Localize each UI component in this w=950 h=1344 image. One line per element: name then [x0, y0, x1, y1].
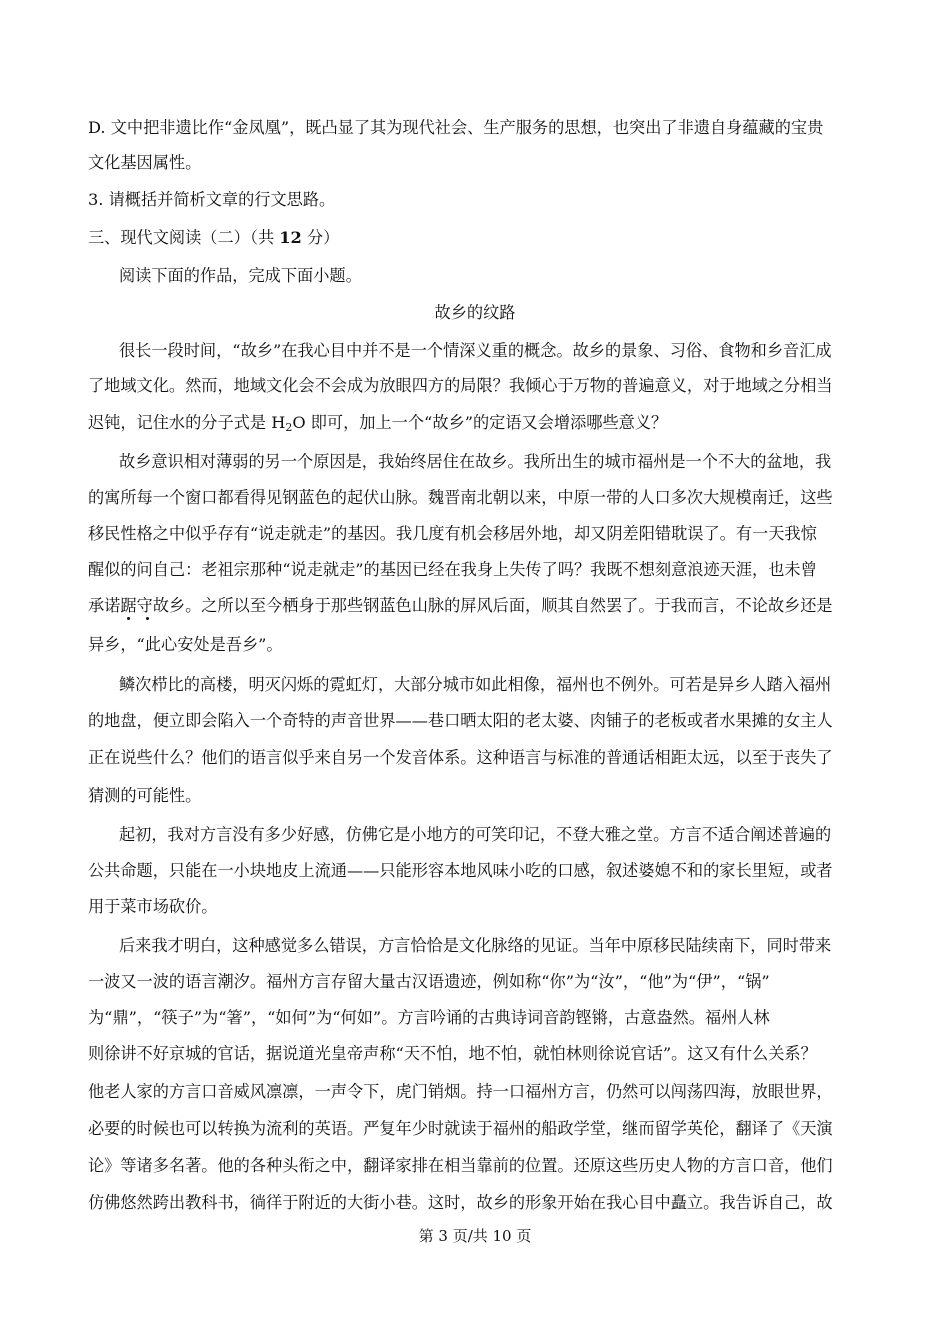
emphasis-dot: [127, 617, 130, 620]
option-d-line-1: D. 文中把非遗比作“金凤凰”，既凸显了其为现代社会、生产服务的思想，也突出了非遗自身蕴藏的宝贵: [88, 118, 824, 137]
section-3-heading: [88, 227, 868, 249]
p4-line-3: 用于菜市场砍价。: [88, 897, 218, 916]
p3-line-3: 正在说些什么？他们的语言似乎来自另一个发音体系。这种语言与标准的普通话相距太远，以至于丧失了: [88, 748, 833, 767]
p1-line-1: 很长一段时间，“故乡”在我心目中并不是一个情深义重的概念。故乡的景象、习俗、食物和乡音汇成: [119, 341, 832, 360]
p2-line-6: 异乡，“此心安处是吾乡”。: [88, 635, 283, 654]
p5-line-6: 必要的时候也可以转换为流利的英语。严复年少时就读于福州的船政学堂，继而留学英伦，翻译了《天演: [88, 1119, 833, 1138]
p3-line-4: 猜测的可能性。: [88, 786, 202, 805]
p5-line-4: 则徐讲不好京城的官话，据说道光皇帝声称“天不怕，地不怕，就怕林则徐说官话”。这又有什么关系？: [88, 1044, 817, 1063]
p5-line-2: 一波又一波的语言潮汐。福州方言存留大量古汉语遗迹，例如称“你”为“汝”，“他”为“伊”，“锅”: [88, 972, 770, 991]
p2-line-3: 移民性格之中似乎存有“说走就走”的基因。我几度有机会移居外地，却又阴差阳错耽误了。有一天我惊: [88, 524, 817, 543]
p2-line-5: 承诺踞守故乡。之所以至今栖身于那些钢蓝色山脉的屏风后面，顺其自然罢了。于我而言，不论故乡还是: [88, 596, 833, 615]
question-3: 3. 请概括并简析文章的行文思路。: [88, 190, 336, 209]
section-3-score: 12: [279, 228, 302, 247]
reading-instruction: 阅读下面的作品，完成下面小题。: [119, 266, 362, 285]
p5-line-8: 仿佛悠然跨出教科书，徜徉于附近的大街小巷。这时，故乡的形象开始在我心目中矗立。我告诉自己，故: [88, 1193, 833, 1212]
p2-line-4: 醒似的问自己：老祖宗那种“说走就走”的基因已经在我身上失传了吗？我既不想刻意浪迹天涯，也未曾: [88, 560, 817, 579]
p3-line-1: 鳞次栉比的高楼，明灭闪烁的霓虹灯，大部分城市如此相像，福州也不例外。可若是异乡人踏入福州: [119, 675, 832, 694]
page-footer: 第 3 页/共 10 页: [418, 1227, 532, 1245]
p2-line-2: 的寓所每一个窗口都看得见钢蓝色的起伏山脉。魏晋南北朝以来，中原一带的人口多次大规模南迁，这些: [88, 488, 833, 507]
p3-line-2: 的地盘，便立即会陷入一个奇特的声音世界——巷口晒太阳的老太婆、肉铺子的老板或者水果摊的女主人: [88, 711, 833, 730]
p5-line-1: 后来我才明白，这种感觉多么错误，方言恰恰是文化脉络的见证。当年中原移民陆续南下，同时带来: [119, 936, 832, 955]
section-3-suffix: 分）: [301, 228, 340, 247]
p4-line-2: 公共命题，只能在一小块地皮上流通——只能形容本地风味小吃的口感，叙述婆媳不和的家长里短，或者: [88, 861, 833, 880]
emphasis-dot: [146, 617, 149, 620]
p1-line-3: [88, 412, 868, 439]
p5-line-7: 论》等诸多名著。他的各种头衔之中，翻译家排在相当靠前的位置。还原这些历史人物的方言口音，他们: [88, 1156, 833, 1175]
p1-line-2: 了地域文化。然而，地域文化会不会成为放眼四方的局限？我倾心于万物的普遍意义，对于地域之分相当: [88, 376, 833, 395]
h2o-subscript: 2: [285, 421, 293, 434]
p1-line-3-before: 迟钝，记住水的分子式是 H: [88, 413, 286, 432]
option-d-line-2: 文化基因属性。: [88, 153, 202, 172]
p5-line-3: 为“鼎”，“筷子”为“箸”，“如何”为“何如”。方言吟诵的古典诗词音韵铿锵，古意盎然。福州人林: [88, 1008, 770, 1027]
p2-line-1: 故乡意识相对薄弱的另一个原因是，我始终居住在故乡。我所出生的城市福州是一个不大的盆地，我: [119, 452, 832, 471]
p4-line-1: 起初，我对方言没有多少好感，仿佛它是小地方的可笑印记，不登大雅之堂。方言不适合阐述普遍的: [119, 825, 832, 844]
essay-title: 故乡的纹路: [434, 303, 516, 322]
p5-line-5: 他老人家的方言口音威风凛凛，一声令下，虎门销烟。持一口福州方言，仍然可以闯荡四海，放眼世界，: [88, 1082, 833, 1101]
p1-line-3-after: O 即可，加上一个“故乡”的定语又会增添哪些意义？: [292, 413, 668, 432]
section-3-prefix: 三、现代文阅读（二）（共: [88, 228, 280, 247]
